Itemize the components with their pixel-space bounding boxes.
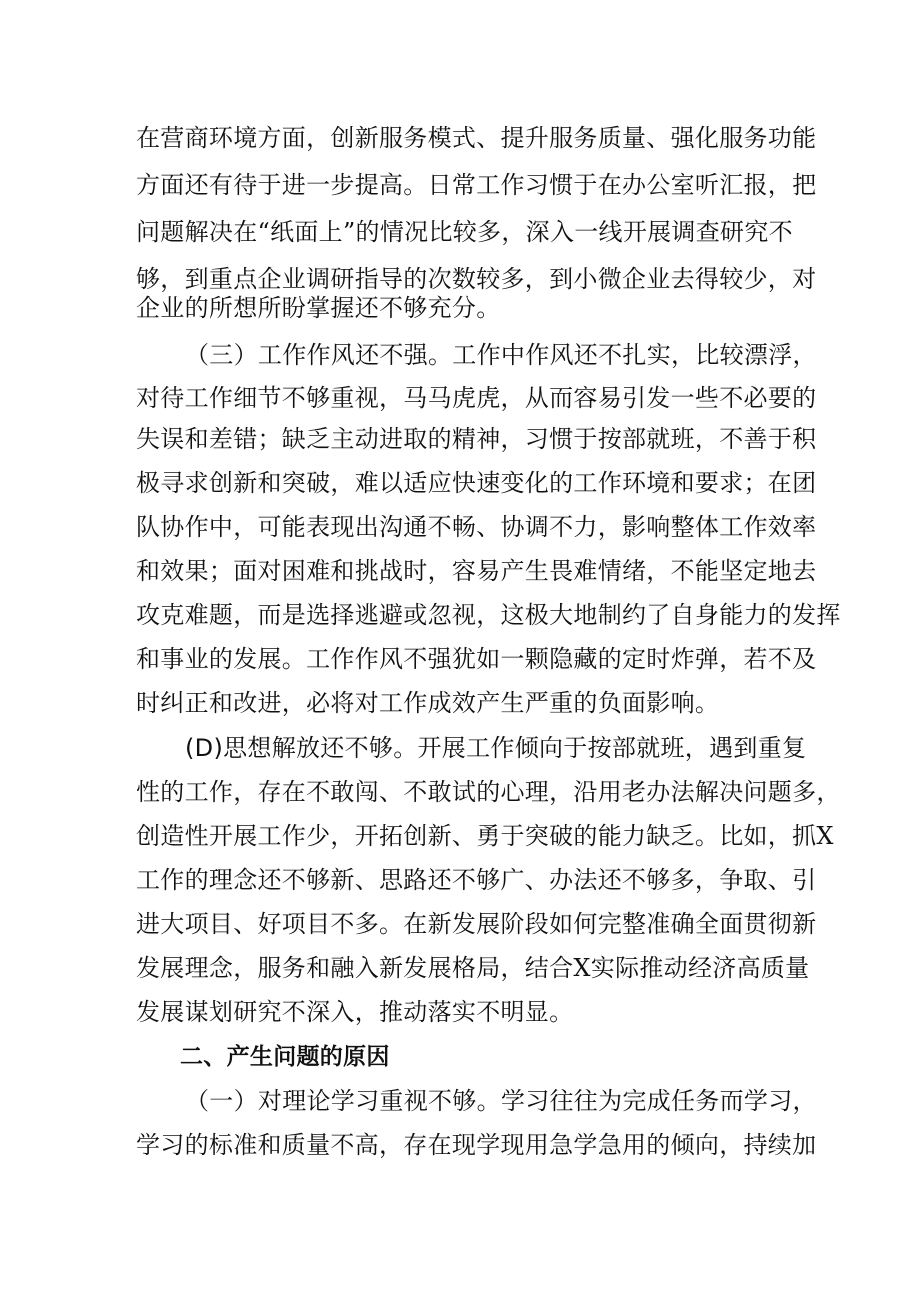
text-line: 发展谋划研究不深入，推动落实不明显。	[136, 998, 574, 1026]
text-line: 失误和差错；缺乏主动进取的精神，习惯于按部就班，不善于积	[136, 425, 817, 453]
text-line: 极寻求创新和突破，难以适应快速变化的工作环境和要求；在团	[136, 469, 817, 497]
text-line: 对待工作细节不够重视，马马虎虎，从而容易引发一些不必要的	[136, 384, 817, 412]
paragraph-start-line: （一）对理论学习重视不够。学习往往为完成任务而学习，	[185, 1087, 817, 1115]
text-line: 企业的所想所盼掌握还不够充分。	[136, 294, 501, 322]
text-line: 队协作中，可能表现出沟通不畅、协调不力，影响整体工作效率	[136, 513, 817, 541]
text-line: 攻克难题，而是选择逃避或忽视，这极大地制约了自身能力的发挥	[136, 601, 841, 629]
paragraph-start-line: （三）工作作风还不强。工作中作风还不扎实，比较漂浮，	[185, 341, 817, 369]
section-heading: 二、产生问题的原因	[180, 1044, 390, 1070]
text-line: 和事业的发展。工作作风不强犹如一颗隐藏的定时炸弹，若不及	[136, 645, 817, 673]
text-line: 工作的理念还不够新、思路还不够广、办法还不够多，争取、引	[136, 866, 817, 894]
text-line: 够，到重点企业调研指导的次数较多，到小微企业去得较少，对	[136, 265, 817, 293]
text-line: 学习的标准和质量不高，存在现学现用急学急用的倾向，持续加	[136, 1131, 817, 1159]
text-line: 在营商环境方面，创新服务模式、提升服务质量、强化服务功能	[136, 124, 817, 152]
text-line: 进大项目、好项目不多。在新发展阶段如何完整准确全面贯彻新	[136, 910, 817, 938]
text-line: 发展理念，服务和融入新发展格局，结合X实际推动经济高质量	[136, 954, 810, 982]
text-line: 问题解决在“纸面上”的情况比较多，深入一线开展调查研究不	[136, 218, 793, 246]
paragraph-start-line: (D)思想解放还不够。开展工作倾向于按部就班，遇到重复	[185, 734, 807, 762]
text-line: 方面还有待于进一步提高。日常工作习惯于在办公室听汇报，把	[136, 171, 817, 199]
text-line: 性的工作，存在不敢闯、不敢试的心理，沿用老办法解决问题多，	[136, 778, 841, 806]
text-line: 时纠正和改进，必将对工作成效产生严重的负面影响。	[136, 689, 720, 717]
text-line: 和效果；面对困难和挑战时，容易产生畏难情绪，不能坚定地去	[136, 557, 817, 585]
text-line: 创造性开展工作少，开拓创新、勇于突破的能力缺乏。比如，抓X	[136, 822, 834, 850]
